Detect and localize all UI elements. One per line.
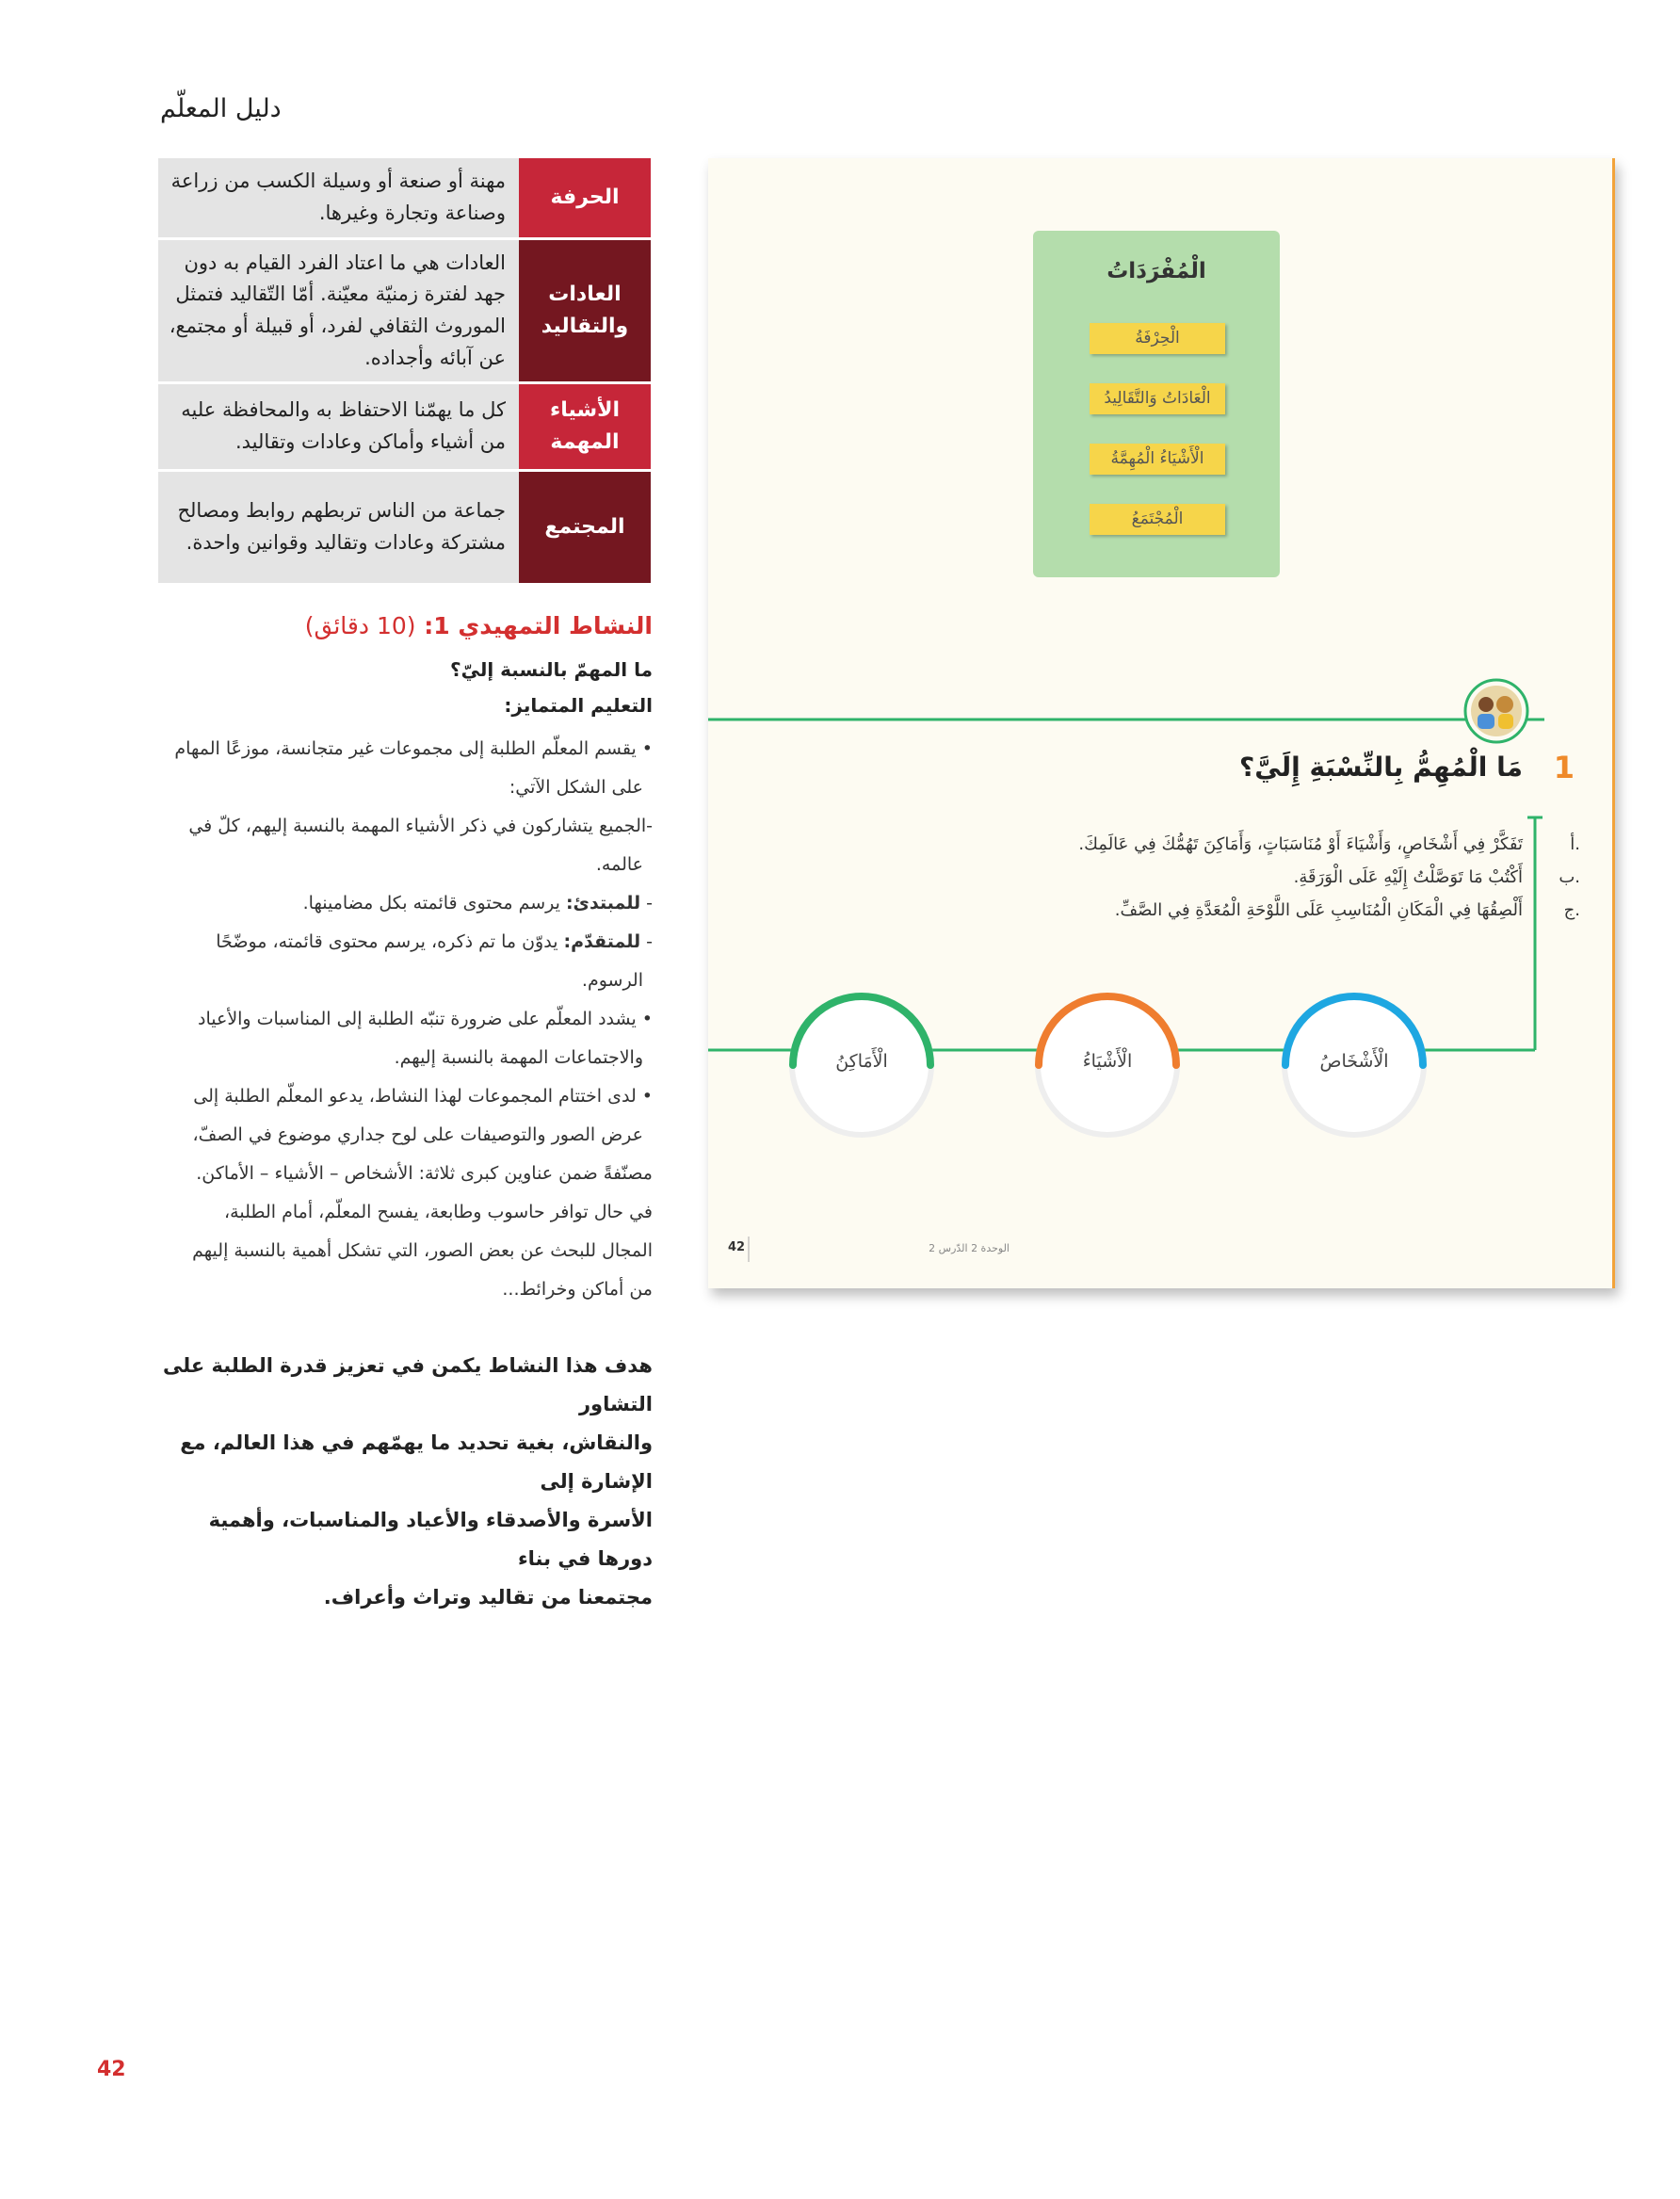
activity-line: الرسوم. xyxy=(581,970,643,991)
summary-line: مجتمعنا من تقاليد وتراث وأعراف. xyxy=(323,1586,653,1609)
dash: - xyxy=(640,931,653,952)
vocab-term: الأشياء المهمة xyxy=(519,384,651,469)
vocab-row-craft xyxy=(158,158,651,240)
student-page-meta: الوحدة 2 الدّرس 2 xyxy=(929,1242,1010,1254)
activity-summary xyxy=(158,1347,653,1617)
lesson-title: مَا الْمُهِمُّ بِالنِّسْبَةِ إِلَيَّ؟ xyxy=(1239,752,1523,783)
page-number: 42 xyxy=(97,2058,126,2081)
glossary-chip: الْعَادَاتُ وَالتَّقَالِيدُ xyxy=(1090,383,1225,414)
activity-line: مصنّفةً ضمن عناوين كبرى ثلاثة: الأشخاص – الأشياء – الأماكن. xyxy=(196,1163,653,1184)
activity-line: على الشكل الآتي: xyxy=(509,777,643,798)
activity-line-beginner xyxy=(158,884,653,923)
activity-line: • يشدد المعلّم على ضرورة تنبّه الطلبة إلى المناسبات والأعياد xyxy=(198,1009,653,1029)
page-header-title: دليل المعلّم xyxy=(160,94,282,123)
students-avatar-icon xyxy=(1465,680,1527,742)
activity-line-advanced xyxy=(158,923,653,962)
task-item: تَفَكَّرْ فِي أَشْخَاصٍ، وَأَشْيَاءَ أَوْ مُنَاسَبَاتٍ، وَأَمَاكِنَ تَهُمُّكَ فِي عَالَمِكَ. xyxy=(1078,834,1523,854)
vocabulary-table xyxy=(158,158,651,586)
vocab-definition: مهنة أو صنعة أو وسيلة الكسب من زراعة وصناعة وتجارة وغيرها. xyxy=(158,158,519,237)
dash: - xyxy=(640,893,653,914)
task-letter: ب. xyxy=(1559,867,1580,887)
activity-title-text: النشاط التمهيدي 1: xyxy=(424,612,653,639)
glossary-chip: الْمُجْتَمَعُ xyxy=(1090,504,1225,535)
vocab-term: المجتمع xyxy=(519,472,651,583)
beginner-text: يرسم محتوى قائمته بكل مضامينها. xyxy=(302,893,566,914)
vocab-term: العادات والتقاليد xyxy=(519,240,651,381)
summary-line: والنقاش، بغية تحديد ما يهمّهم في هذا العالم، مع الإشارة إلى xyxy=(180,1431,653,1493)
summary-line: الأسرة والأصدقاء والأعياد والمناسبات، وأهمية دورها في بناء xyxy=(208,1509,653,1570)
vocab-row-society xyxy=(158,472,651,586)
circle-label-places: الْأَمَاكِنُ xyxy=(835,1051,888,1072)
glossary-title: الْمُفْرَدَاتُ xyxy=(1107,259,1206,283)
task-letter: ج. xyxy=(1563,900,1580,920)
summary-line: هدف هذا النشاط يكمن في تعزيز قدرة الطلبة على التشاور xyxy=(163,1354,653,1415)
activity-section xyxy=(158,612,653,1617)
student-page-number: 42 xyxy=(728,1240,746,1254)
activity-question: ما المهمّ بالنسبة إليّ؟ xyxy=(450,658,653,681)
activity-line: من أماكن وخرائط... xyxy=(502,1279,653,1300)
activity-line: عرض الصور والتوصيفات على لوح جداري موضوع في الصفّ، xyxy=(192,1124,643,1145)
task-letter: أ. xyxy=(1570,834,1580,854)
activity-duration: (10 دقائق) xyxy=(304,612,416,639)
vocab-row-important-things xyxy=(158,384,651,472)
vocab-term: الحرفة xyxy=(519,158,651,237)
activity-line: -الجميع يتشاركون في ذكر الأشياء المهمة بالنسبة إليهم، كلّ في xyxy=(188,816,653,836)
circle-label-things: الْأَشْيَاءُ xyxy=(1082,1051,1133,1072)
lesson-diagram xyxy=(708,158,1612,1288)
glossary-chip: الْأَشْيَاءُ الْمُهِمَّةُ xyxy=(1090,444,1225,475)
beginner-label: للمبتدئ: xyxy=(565,893,641,914)
circle-label-people: الْأَشْخَاصُ xyxy=(1319,1051,1389,1072)
activity-line: في حال توافر حاسوب وطابعة، يفسح المعلّم، أمام الطلبة، xyxy=(224,1202,653,1222)
vocab-row-customs xyxy=(158,240,651,384)
task-item: أَلْصِقُهَا فِي الْمَكَانِ الْمُنَاسِبِ عَلَى اللَّوْحَةِ الْمُعَدَّةِ فِي الصَّفِّ. xyxy=(1114,900,1523,920)
activity-line: • يقسم المعلّم الطلبة إلى مجموعات غير متجانسة، موزعًا المهام xyxy=(174,738,653,759)
advanced-label: للمتقدّم: xyxy=(563,931,641,952)
lesson-number: 1 xyxy=(1553,750,1575,785)
activity-line: عالمه. xyxy=(595,854,643,875)
activity-line: • لدى اختتام المجموعات لهذا النشاط، يدعو المعلّم الطلبة إلى xyxy=(193,1086,653,1107)
activity-body xyxy=(158,730,653,1309)
task-item: أَكْتُبْ مَا تَوَصَّلْتُ إِلَيْهِ عَلَى الْوَرَقَةِ. xyxy=(1293,867,1523,887)
student-page-preview xyxy=(708,158,1615,1288)
glossary-chip: الْحِرْفَةُ xyxy=(1090,323,1225,354)
vocab-definition: كل ما يهمّنا الاحتفاظ به والمحافظة عليه من أشياء وأماكن وعادات وتقاليد. xyxy=(158,384,519,469)
activity-line: والاجتماعات المهمة بالنسبة إليهم. xyxy=(394,1047,643,1068)
advanced-text: يدوّن ما تم ذكره، يرسم محتوى قائمته، موضّحًا xyxy=(216,931,564,952)
activity-subheading: التعليم المتمايز: xyxy=(504,694,653,717)
activity-line: المجال للبحث عن بعض الصور، التي تشكل أهمية بالنسبة إليهم xyxy=(192,1240,653,1261)
vocab-definition: العادات هي ما اعتاد الفرد القيام به دون جهد لفترة زمنيّة معيّنة. أمّا التّقاليد فتمثل الموروث الثقافي لفرد، أو قبيلة أو مجتمع، عن آبائه وأجداده. xyxy=(158,240,519,381)
activity-title xyxy=(158,612,653,639)
vocab-definition: جماعة من الناس تربطهم روابط ومصالح مشتركة وعادات وتقاليد وقوانين واحدة. xyxy=(158,472,519,583)
